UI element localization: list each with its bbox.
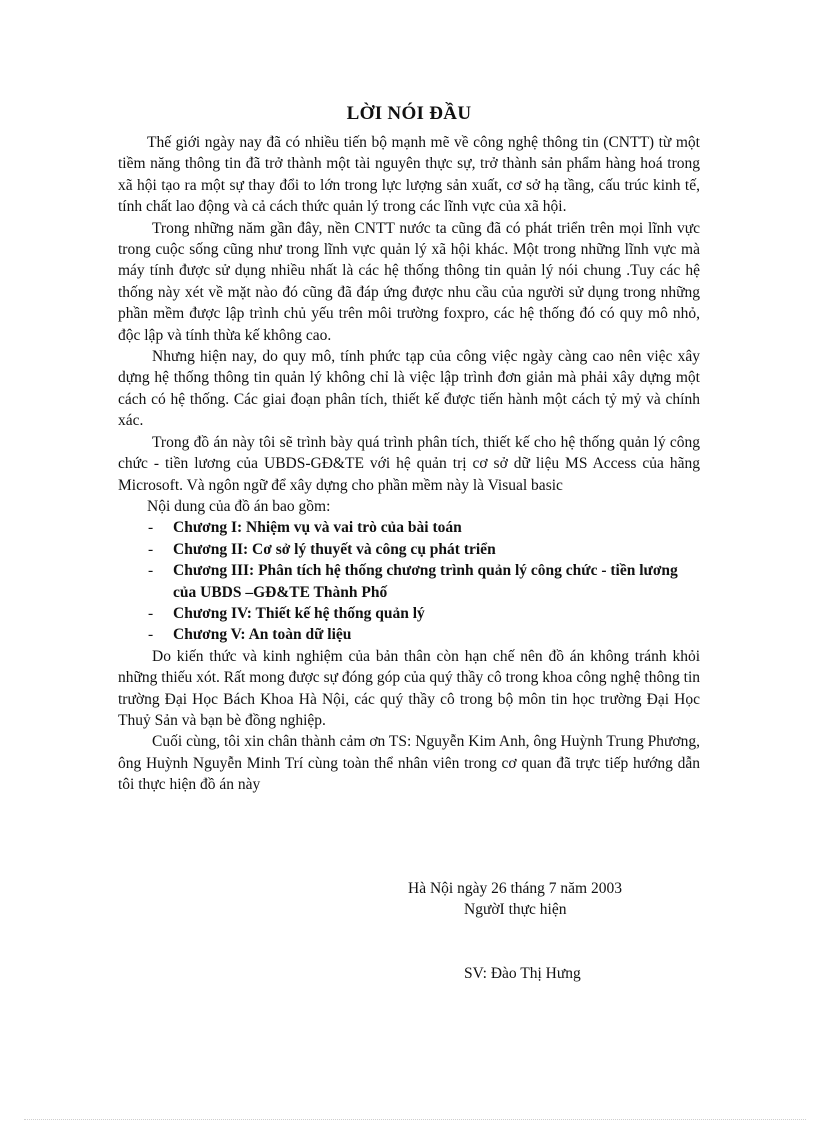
signature-block [408, 878, 668, 984]
signature-role: NgườI thực hiện [464, 901, 567, 919]
list-item [118, 517, 700, 538]
list-dash: - [148, 540, 154, 558]
list-item [118, 624, 700, 645]
page-bottom-divider [24, 1119, 806, 1120]
list-item [118, 560, 700, 603]
chapter-label: Chương V: An toàn dữ liệu [173, 626, 352, 644]
chapter-label: Chương IV: Thiết kế hệ thống quản lý [173, 604, 425, 622]
chapter-label: Chương III: Phân tích hệ thống chương trình quản lý công chức - tiền lương của UBDS –GĐ&TE Thành Phố [173, 562, 678, 601]
paragraph-motivation: Nhưng hiện nay, do quy mô, tính phức tạp của công việc ngày càng cao nên việc xây dựng hệ thống thông tin quản lý không chỉ là việc lập trình đơn giản mà phải xây dựng một cách có hệ thống. Các giai đoạn phân tích, thiết kế được tiến hành một cách tỷ mỷ và chính xác. [118, 348, 700, 430]
paragraph-contents-intro: Nội dung của đồ án bao gồm: [147, 497, 331, 515]
signature-name: SV: Đào Thị Hưng [464, 964, 581, 982]
chapter-label: Chương II: Cơ sở lý thuyết và công cụ phát triển [173, 540, 496, 558]
signature-date: Hà Nội ngày 26 tháng 7 năm 2003 [408, 880, 622, 897]
list-item [118, 603, 700, 624]
list-dash: - [148, 604, 154, 622]
paragraph-context: Trong những năm gần đây, nền CNTT nước ta cũng đã có phát triển trên mọi lĩnh vực trong cuộc sống cũng như trong lĩnh vực quản lý xã hội khác. Một trong những lĩnh vực mà máy tính được sử dụng nhiều nhất là các hệ thống thông tin quản lý nói chung .Tuy các hệ thống này xét về mặt nào đó cũng đã đáp ứng được nhu cầu của người sử dụng trong những phần mềm được lập trình chủ yếu trên môi trường foxpro, các hệ thống đó có quy mô nhỏ, độc lập và tính thừa kế không cao. [118, 219, 700, 344]
chapter-list [118, 517, 700, 645]
paragraph-thanks: Cuối cùng, tôi xin chân thành cảm ơn TS: Nguyễn Kim Anh, ông Huỳnh Trung Phương, ông Huỳnh Nguyễn Minh Trí cùng toàn thể nhân viên trong cơ quan đã trực tiếp hướng dẫn tôi thực hiện đồ án này [118, 733, 700, 794]
chapter-label: Chương I: Nhiệm vụ và vai trò của bài toán [173, 519, 462, 537]
paragraph-intro: Thế giới ngày nay đã có nhiều tiến bộ mạnh mẽ về công nghệ thông tin (CNTT) từ một tiềm năng thông tin đã trở thành một tài nguyên thực sự, trở thành sản phẩm hàng hoá trong xã hội tạo ra một sự thay đổi to lớn trong lực lượng sản xuất, cơ sở hạ tầng, cấu trúc kinh tế, tính chất lao động và cả cách thức quản lý trong các lĩnh vực của xã hội. [118, 134, 700, 216]
list-dash: - [148, 519, 154, 537]
list-dash: - [148, 626, 154, 644]
list-dash: - [148, 562, 154, 580]
list-item [118, 539, 700, 560]
paragraph-acknowledgement-limits: Do kiến thức và kinh nghiệm của bản thân còn hạn chế nên đồ án không tránh khỏi những thiếu xót. Rất mong được sự đóng góp của quý thầy cô trong khoa công nghệ thông tin trường Đại Học Bách Khoa Hà Nội, các quý thầy cô trong bộ môn tin học trường Đại Học Thuỷ Sản và bạn bè đồng nghiệp. [118, 647, 700, 729]
page-title: LỜI NÓI ĐẦU [346, 103, 472, 124]
document-body [118, 102, 700, 796]
paragraph-scope: Trong đồ án này tôi sẽ trình bày quá trình phân tích, thiết kế cho hệ thống quản lý công chức - tiền lương của UBDS-GĐ&TE với hệ quản trị cơ sở dữ liệu MS Access của hãng Microsoft. Và ngôn ngữ để xây dựng cho phần mềm này là Visual basic [118, 433, 700, 494]
